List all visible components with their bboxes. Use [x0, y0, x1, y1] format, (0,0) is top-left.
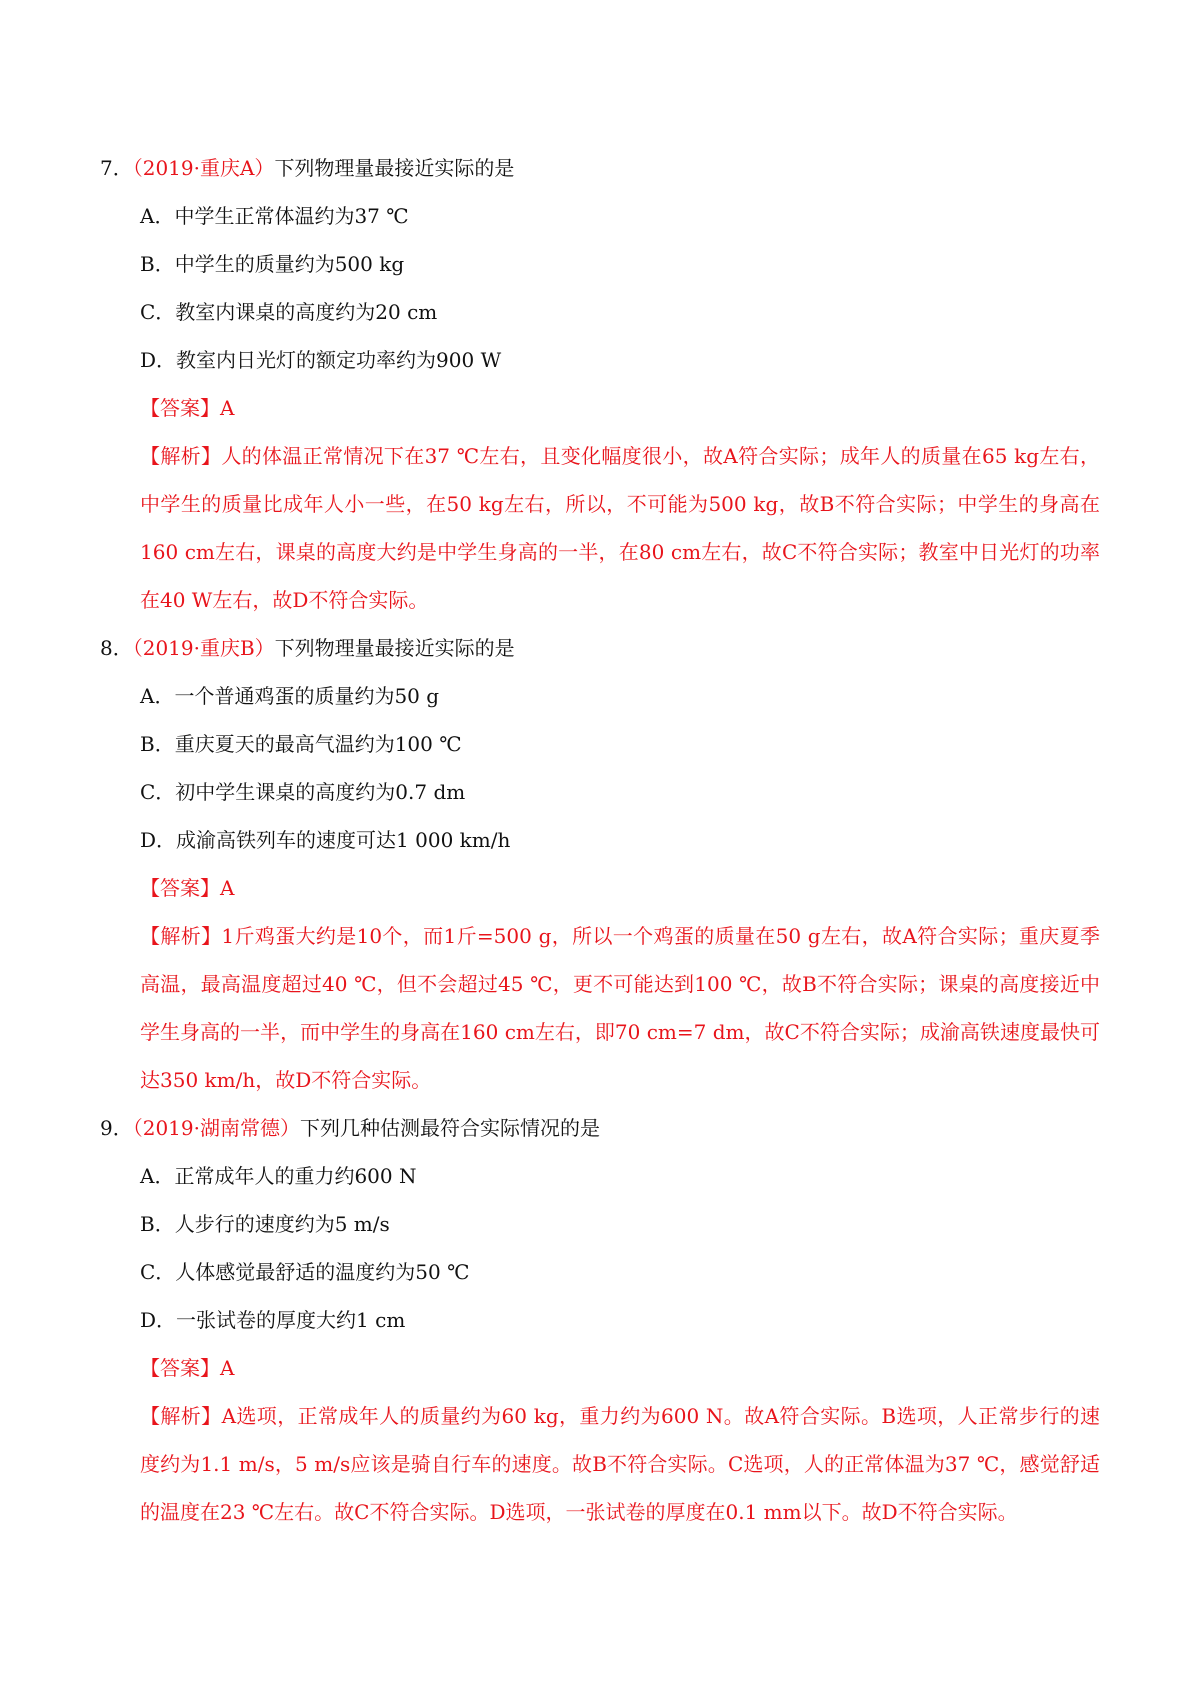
analysis-paragraph [100, 912, 1100, 1104]
option-c: C．人体感觉最舒适的温度约为50 ℃ [140, 1260, 470, 1284]
analysis-tag: 【解析】 [140, 444, 222, 468]
answer-value: A [220, 396, 235, 420]
option-b: B．重庆夏天的最高气温约为100 ℃ [140, 732, 462, 756]
question-8 [100, 624, 1100, 1104]
analysis-text: A选项，正常成年人的质量约为60 kg，重力约为600 N。故A符合实际。B选项，人正常步行的速度约为1.1 m/s，5 m/s应该是骑自行车的速度。故B不符合实际。C选项，人的正常体温为37 ℃，感觉舒适的温度在23 ℃左右。故C不符合实际。D选项，一张试卷的厚度在0.1 mm以下。故D不符合实际。 [140, 1404, 1101, 1524]
option-d: D．成渝高铁列车的速度可达1 000 km/h [140, 828, 511, 852]
analysis-paragraph [100, 432, 1100, 624]
question-source: （2019·湖南常德） [132, 1116, 300, 1140]
question-stem [100, 1104, 1100, 1152]
answer-tag: 【答案】 [140, 876, 220, 900]
option-c: C．初中学生课桌的高度约为0.7 dm [140, 780, 466, 804]
answer-tag: 【答案】 [140, 1356, 220, 1380]
option-b: B．人步行的速度约为5 m/s [140, 1212, 390, 1236]
question-number: 8． [100, 636, 133, 660]
option-d: D．教室内日光灯的额定功率约为900 W [140, 348, 502, 372]
question-number: 7． [100, 156, 133, 180]
answer-line [100, 1344, 1100, 1392]
option-a: A．中学生正常体温约为37 ℃ [140, 204, 409, 228]
option-a: A．一个普通鸡蛋的质量约为50 g [140, 684, 440, 708]
analysis-text: 1斤鸡蛋大约是10个，而1斤=500 g，所以一个鸡蛋的质量在50 g左右，故A符合实际；重庆夏季高温，最高温度超过40 ℃，但不会超过45 ℃，更不可能达到100 ℃，故B不符合实际；课桌的高度接近中学生身高的一半，而中学生的身高在160 cm左右，即70 cm=7 dm，故C不符合实际；成渝高铁速度最快可达350 km/h，故D不符合实际。 [140, 924, 1100, 1092]
question-stem [100, 624, 1100, 672]
question-stem [100, 144, 1100, 192]
option-a: A．正常成年人的重力约600 N [140, 1164, 417, 1188]
analysis-tag: 【解析】 [140, 1404, 222, 1428]
question-source: （2019·重庆A） [132, 156, 275, 180]
question-9 [100, 1104, 1100, 1536]
question-source: （2019·重庆B） [132, 636, 275, 660]
option-d: D．一张试卷的厚度大约1 cm [140, 1308, 406, 1332]
analysis-text: 人的体温正常情况下在37 ℃左右，且变化幅度很小，故A符合实际；成年人的质量在65 kg左右，中学生的质量比成年人小一些，在50 kg左右，所以，不可能为500 kg，故B不符合实际；中学生的身高在160 cm左右，课桌的高度大约是中学生身高的一半，在80 cm左右，故C不符合实际；教室中日光灯的功率在40 W左右，故D不符合实际。 [140, 444, 1101, 612]
question-text: 下列物理量最接近实际的是 [274, 156, 515, 180]
answer-value: A [220, 876, 235, 900]
answer-line [100, 384, 1100, 432]
question-text: 下列几种估测最符合实际情况的是 [300, 1116, 600, 1140]
question-7 [100, 144, 1100, 624]
answer-value: A [220, 1356, 235, 1380]
answer-tag: 【答案】 [140, 396, 220, 420]
analysis-tag: 【解析】 [140, 924, 222, 948]
analysis-paragraph [100, 1392, 1100, 1536]
answer-line [100, 864, 1100, 912]
question-text: 下列物理量最接近实际的是 [274, 636, 515, 660]
question-number: 9． [100, 1116, 133, 1140]
option-c: C．教室内课桌的高度约为20 cm [140, 300, 438, 324]
option-b: B．中学生的质量约为500 kg [140, 252, 405, 276]
